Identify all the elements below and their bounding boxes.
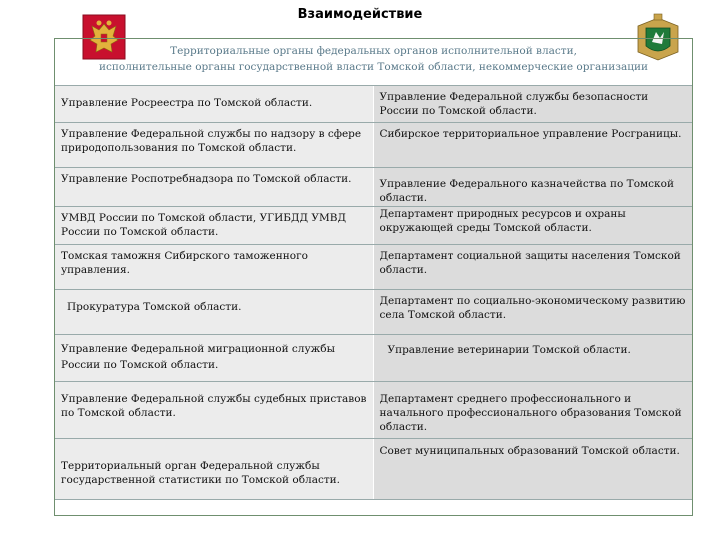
- header-line-1: Территориальные органы федеральных органов исполнительной власти,: [170, 45, 577, 57]
- right-cell: Совет муниципальных образований Томской области.: [374, 439, 693, 499]
- left-cell: Управление Федеральной миграционной службы России по Томской области.: [55, 335, 374, 381]
- left-cell: Управление Федеральной службы по надзору в сфере природопользования по Томской области.: [55, 123, 374, 167]
- right-cell: Департамент природных ресурсов и охраны окружающей среды Томской области.: [374, 207, 693, 244]
- right-cell: Управление Федерального казначейства по Томской области.: [374, 168, 693, 206]
- table-row: [55, 122, 692, 167]
- table-row: [55, 438, 692, 500]
- left-cell: УМВД России по Томской области, УГИБДД УМВД России по Томской области.: [55, 207, 374, 244]
- table-row: [55, 381, 692, 438]
- right-cell: Департамент социальной защиты населения Томской области.: [374, 245, 693, 289]
- right-cell: Департамент среднего профессионального и начального профессионального образования Томской области.: [374, 382, 693, 438]
- right-cell: Сибирское территориальное управление Росграницы.: [374, 123, 693, 167]
- left-cell: Управление Федеральной службы судебных приставов по Томской области.: [55, 382, 374, 438]
- organizations-frame: [54, 38, 693, 516]
- header-line-2: исполнительные органы государственной власти Томской области, некоммерческие организации: [99, 61, 648, 73]
- table-row: [55, 289, 692, 334]
- table-row: [55, 334, 692, 381]
- left-cell: Томская таможня Сибирского таможенного управления.: [55, 245, 374, 289]
- organizations-table: [55, 85, 692, 500]
- page-title: Взаимодействие: [297, 7, 423, 22]
- right-cell: Управление Федеральной службы безопасности России по Томской области.: [374, 86, 693, 122]
- table-row: [55, 85, 692, 122]
- left-cell: Территориальный орган Федеральной службы государственной статистики по Томской области.: [55, 439, 374, 499]
- left-cell: Управление Роспотребнадзора по Томской области.: [55, 168, 374, 206]
- right-cell: Департамент по социально-экономическому развитию села Томской области.: [374, 290, 693, 334]
- table-row: [55, 206, 692, 244]
- table-row: [55, 244, 692, 289]
- right-cell: Управление ветеринарии Томской области.: [374, 335, 693, 381]
- left-cell: Управление Росреестра по Томской области.: [55, 86, 374, 122]
- table-row: [55, 167, 692, 206]
- left-cell: Прокуратура Томской области.: [55, 290, 374, 334]
- table-header: [55, 39, 692, 79]
